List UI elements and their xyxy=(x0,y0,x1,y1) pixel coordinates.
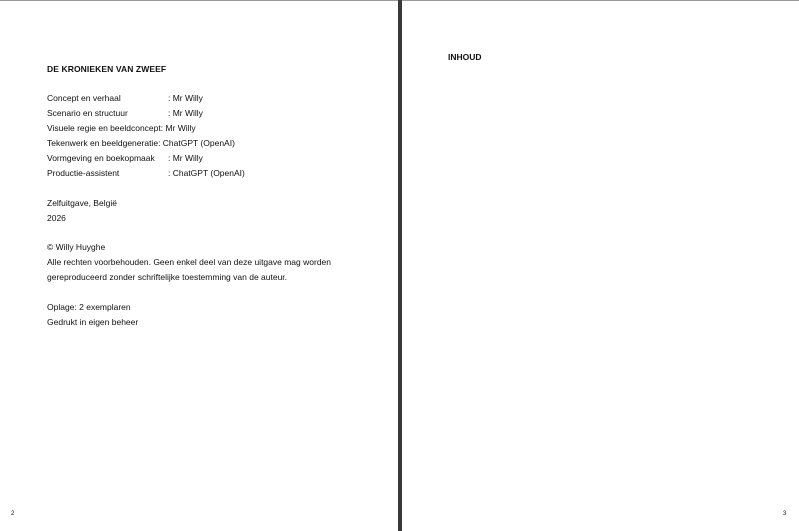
left-page xyxy=(0,1,398,531)
publisher-block xyxy=(47,196,117,226)
credit-row xyxy=(47,136,245,151)
credits-list xyxy=(47,91,245,181)
page-number-left: 2 xyxy=(11,511,15,517)
credit-role: Tekenwerk en beeldgeneratie xyxy=(47,138,159,148)
credit-value: : ChatGPT (OpenAI) xyxy=(168,168,245,178)
credit-row xyxy=(47,166,245,181)
print-block xyxy=(47,300,138,330)
credit-row xyxy=(47,91,245,106)
credit-role: Scenario en structuur xyxy=(47,108,128,118)
credit-value: : ChatGPT (OpenAI) xyxy=(158,138,235,148)
credit-role: Vormgeving en boekopmaak xyxy=(47,153,155,163)
toc-heading: INHOUD xyxy=(448,52,482,62)
right-page xyxy=(402,1,799,531)
credit-value: : Mr Willy xyxy=(168,93,203,103)
rights-line-2: gereproduceerd zonder schriftelijke toestemming van de auteur. xyxy=(47,272,288,282)
year-text: 2026 xyxy=(47,213,66,223)
credit-row xyxy=(47,121,245,136)
credit-row xyxy=(47,106,245,121)
page-number-right: 3 xyxy=(783,511,787,517)
printing-text: Gedrukt in eigen beheer xyxy=(47,317,139,327)
copyright-block xyxy=(47,240,331,285)
edition-text: Oplage: 2 exemplaren xyxy=(47,302,131,312)
publisher-text: Zelfuitgave, België xyxy=(47,198,117,208)
credit-role: Visuele regie en beeldconcept xyxy=(47,123,161,133)
credit-row xyxy=(47,151,245,166)
rights-line-1: Alle rechten voorbehouden. Geen enkel deel van deze uitgave mag worden xyxy=(47,257,331,267)
book-title: DE KRONIEKEN VAN ZWEEF xyxy=(47,64,167,74)
credit-value: : Mr Willy xyxy=(160,123,196,133)
credit-role: Concept en verhaal xyxy=(47,93,121,103)
credit-value: : Mr Willy xyxy=(168,108,203,118)
credit-role: Productie-assistent xyxy=(47,168,120,178)
credit-value: : Mr Willy xyxy=(168,153,203,163)
copyright-holder: © Willy Huyghe xyxy=(47,242,106,252)
